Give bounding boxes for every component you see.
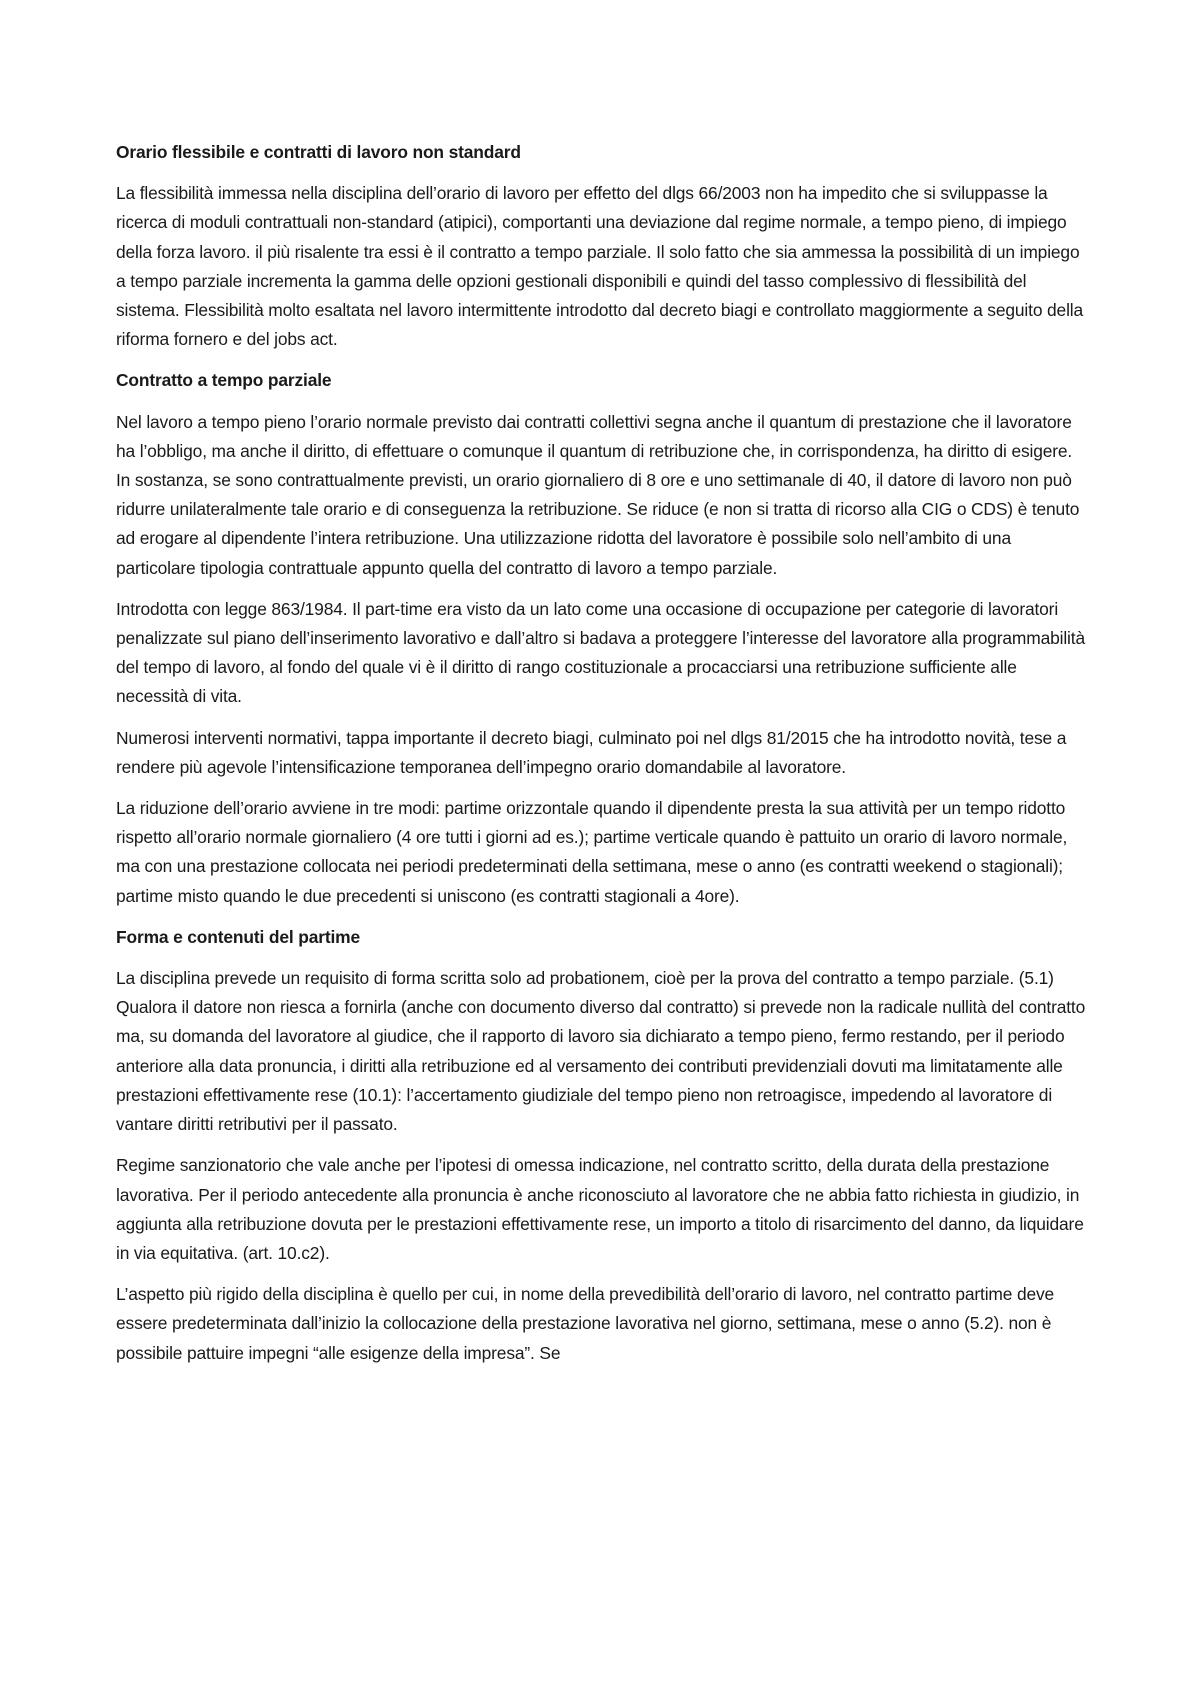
paragraph-interventi-normativi: Numerosi interventi normativi, tappa importante il decreto biagi, culminato poi nel dlgs 81/2015 che ha introdotto novità, tese a rendere più agevole l’intensificazione temporanea dell’impegno orario domandabile al lavoratore.	[116, 727, 1067, 777]
paragraph-intro-flessibilita: La flessibilità immessa nella disciplina dell’orario di lavoro per effetto del dlgs 66/2003 non ha impedito che si sviluppasse la ricerca di moduli contrattuali non-standard (atipici), comportanti una deviazione dal regime normale, a tempo pieno, di impiego della forza lavoro. il più risalente tra essi è il contratto a tempo parziale. Il solo fatto che sia ammessa la possibilità di un impiego a tempo parziale incrementa la gamma delle opzioni gestionali disponibili e quindi del tasso complessivo di flessibilità del sistema. Flessibilità molto esaltata nel lavoro intermittente introdotto dal decreto biagi e controllato maggiormente a seguito della riforma fornero e del jobs act.	[116, 183, 1084, 350]
paragraph-legge-863: Introdotta con legge 863/1984. Il part-time era visto da un lato come una occasione di occupazione per categorie di lavoratori penalizzate sul piano dell’inserimento lavorativo e dall’altro si badava a proteggere l’interesse del lavoratore alla programmabilità del tempo di lavoro, al fondo del quale vi è il diritto di rango costituzionale a procacciarsi una retribuzione sufficiente alle necessità di vita.	[116, 598, 1085, 707]
document-page	[116, 138, 1090, 1380]
paragraph-regime-sanzionatorio: Regime sanzionatorio che vale anche per l’ipotesi di omessa indicazione, nel contratto scritto, della durata della prestazione lavorativa. Per il periodo antecedente alla pronuncia è anche riconosciuto al lavoratore che ne abbia fatto richiesta in giudizio, in aggiunta alla retribuzione dovuta per le prestazioni effettivamente rese, un importo a titolo di risarcimento del danno, da liquidare in via equitativa. (art. 10.c2).	[116, 1155, 1084, 1263]
section-heading-orario-flessibile: Orario flessibile e contratti di lavoro non standard	[116, 142, 521, 162]
paragraph-aspetto-rigido: L’aspetto più rigido della disciplina è quello per cui, in nome della prevedibilità dell’orario di lavoro, nel contratto partime deve essere predeterminata dall’inizio la collocazione della prestazione lavorativa nel giorno, settimana, mese o anno (5.2). non è possibile pattuire impegni “alle esigenze della impresa”. Se	[116, 1284, 1055, 1363]
paragraph-riduzione-orario: La riduzione dell’orario avviene in tre modi: partime orizzontale quando il dipendente presta la sua attività per un tempo ridotto rispetto all’orario normale giornaliero (4 ore tutti i giorni ad es.); partime verticale quando è pattuito un orario di lavoro normale, ma con una prestazione collocata nei periodi predeterminati della settimana, mese o anno (es contratti weekend o stagionali); partime misto quando le due precedenti si uniscono (es contratti stagionali a 4ore).	[116, 798, 1068, 906]
paragraph-tempo-pieno: Nel lavoro a tempo pieno l’orario normale previsto dai contratti collettivi segna anche il quantum di prestazione che il lavoratore ha l’obbligo, ma anche il diritto, di effettuare o comunque il quantum di retribuzione che, in corrispondenza, ha diritto di esigere. In sostanza, se sono contrattualmente previsti, un orario giornaliero di 8 ore e uno settimanale di 40, il datore di lavoro non può ridurre unilateralmente tale orario e di conseguenza la retribuzione. Se riduce (e non si tratta di ricorso alla CIG o CDS) è tenuto ad erogare al dipendente l’intera retribuzione. Una utilizzazione ridotta del lavoratore è possibile solo nell’ambito di una particolare tipologia contrattuale appunto quella del contratto di lavoro a tempo parziale.	[116, 411, 1080, 578]
section-heading-contratto-tempo-parziale: Contratto a tempo parziale	[116, 370, 332, 391]
paragraph-forma-scritta: La disciplina prevede un requisito di forma scritta solo ad probationem, cioè per la prova del contratto a tempo parziale. (5.1) Qualora il datore non riesca a fornirla (anche con documento diverso dal contratto) si prevede non la radicale nullità del contratto ma, su domanda del lavoratore al giudice, che il rapporto di lavoro sia dichiarato a tempo pieno, fermo restando, per il periodo anteriore alla data pronuncia, i diritti alla retribuzione ed al versamento dei contributi previdenziali dovuti ma limitatamente alle prestazioni effettivamente rese (10.1): l’accertamento giudiziale del tempo pieno non retroagisce, impedendo al lavoratore di vantare diritti retributivi per il passato.	[116, 968, 1086, 1135]
section-heading-forma-contenuti: Forma e contenuti del partime	[116, 926, 360, 947]
